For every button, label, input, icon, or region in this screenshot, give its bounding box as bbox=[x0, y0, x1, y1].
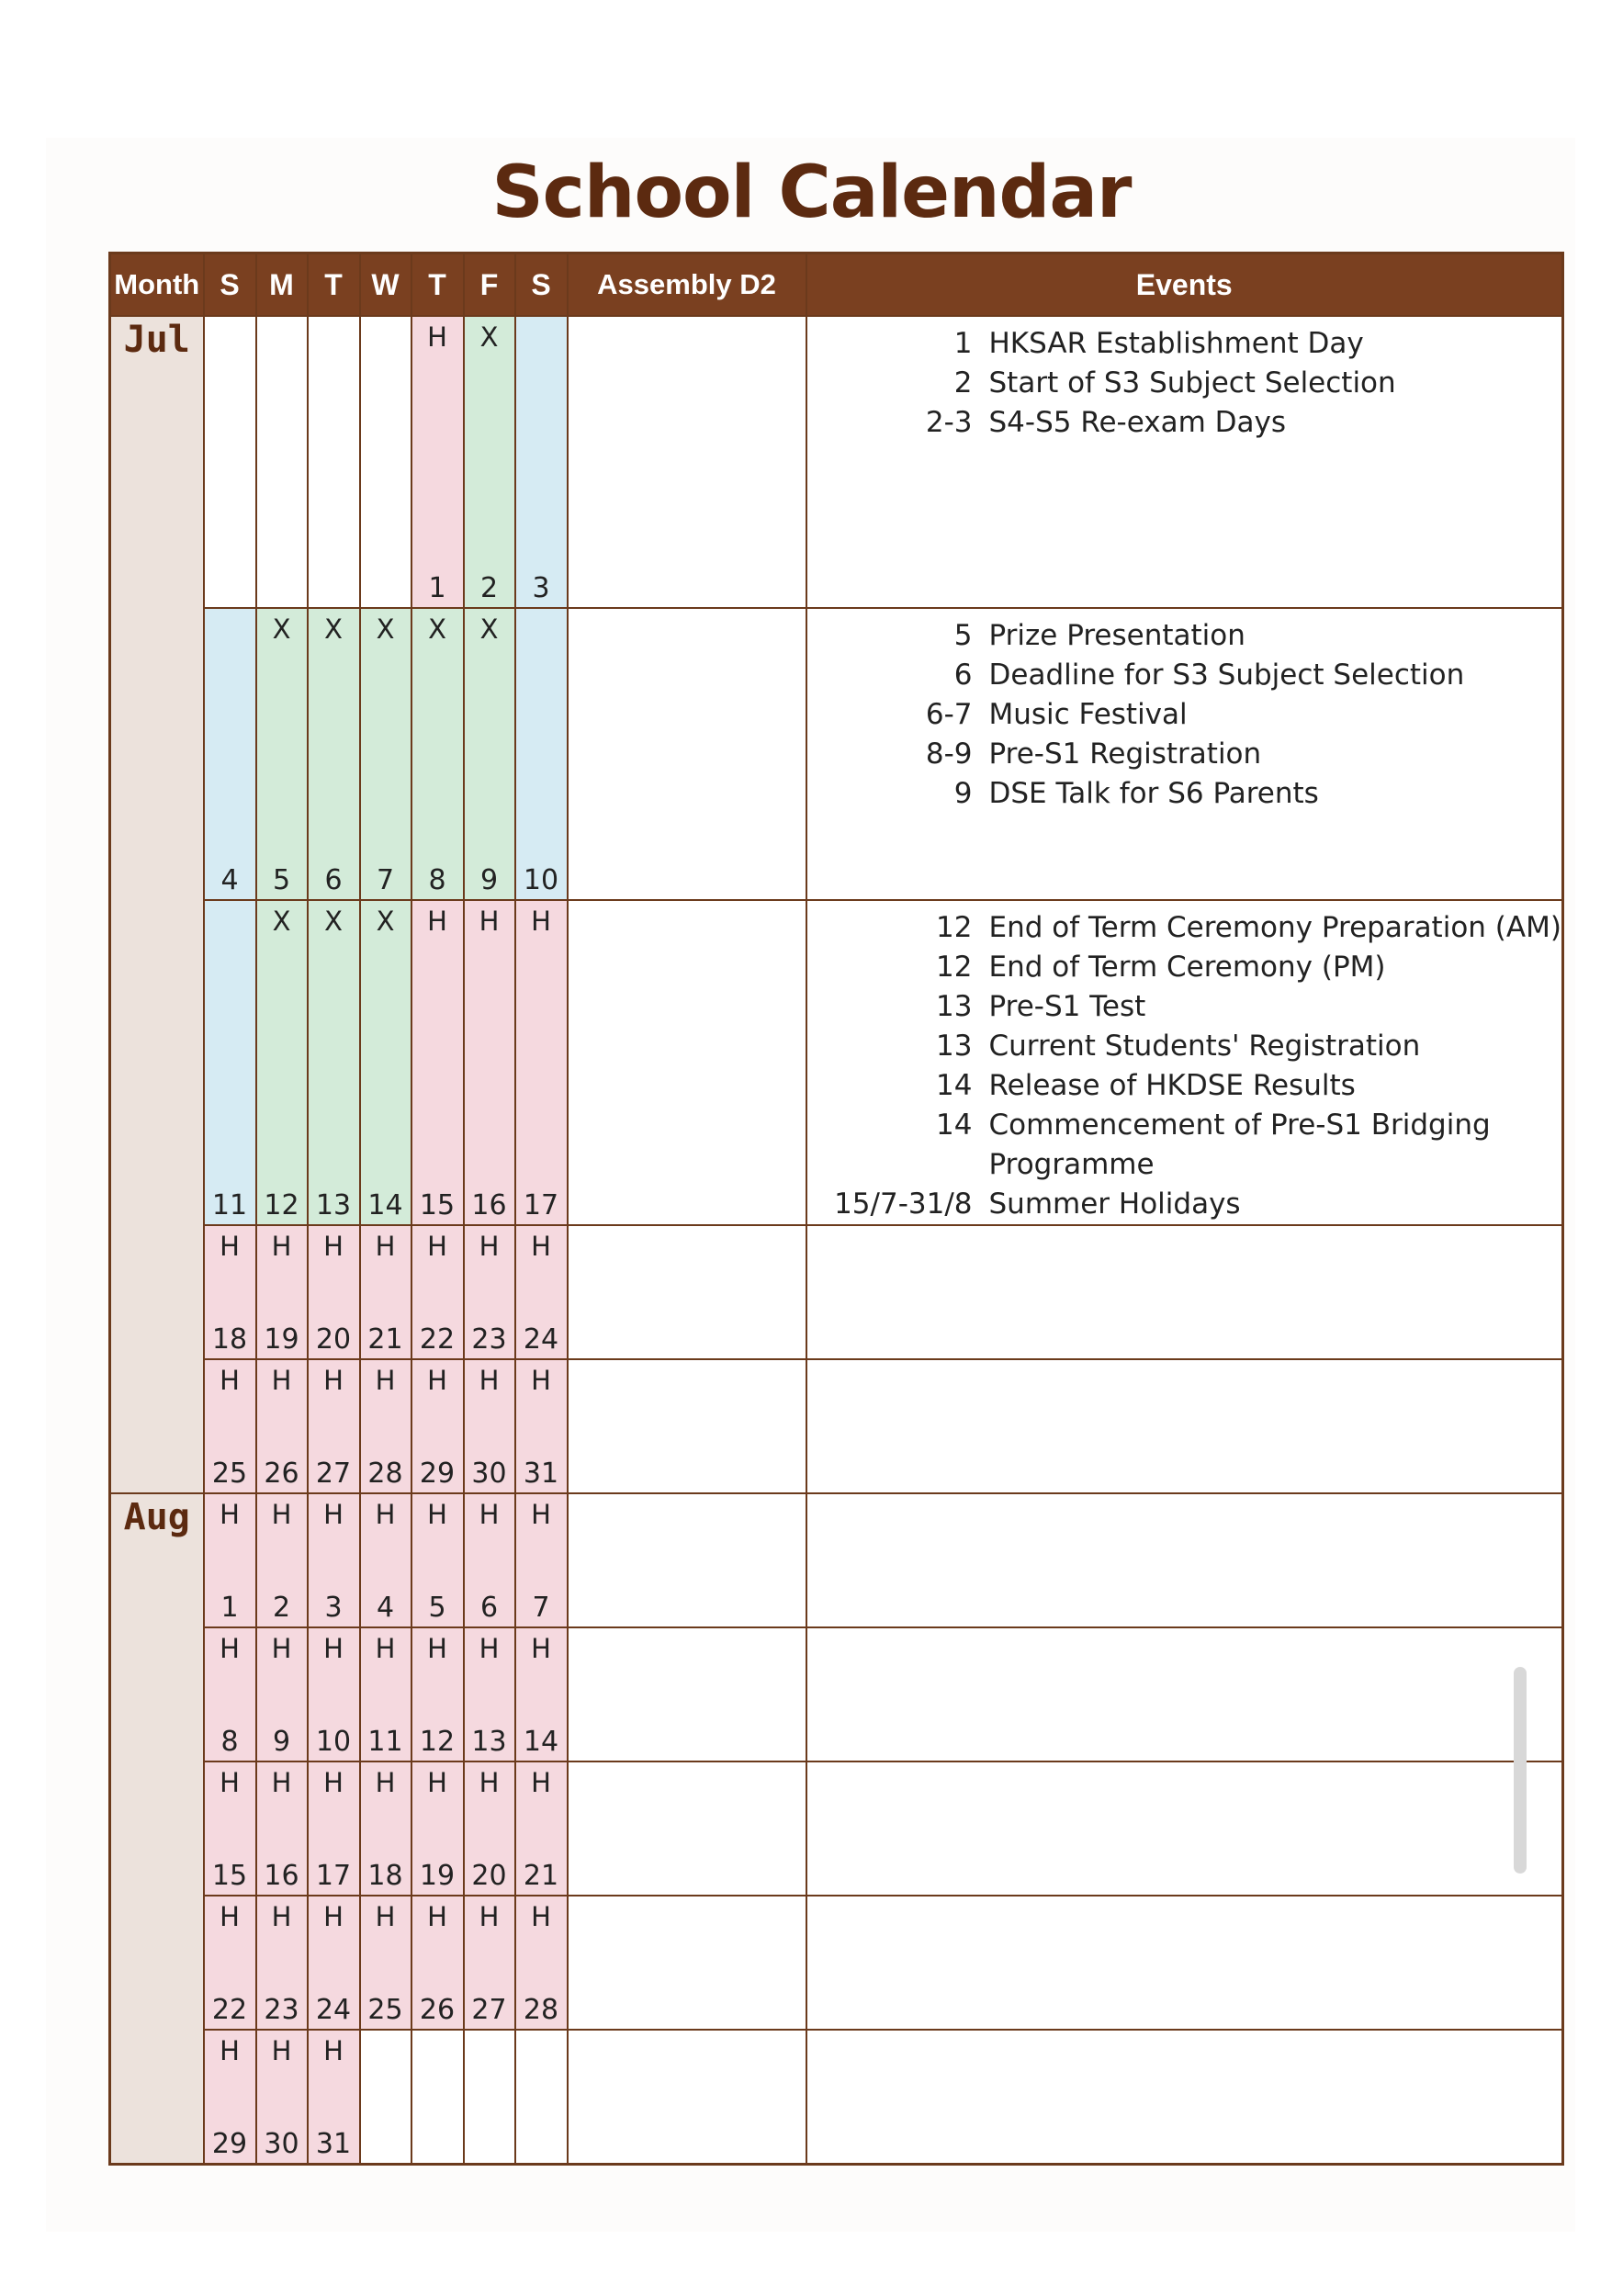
assembly-cell bbox=[568, 1896, 806, 2030]
day-number: 15 bbox=[419, 1189, 456, 1221]
event-list bbox=[807, 1226, 1561, 1233]
event-date: 13 bbox=[936, 1030, 973, 1063]
day-number: 25 bbox=[367, 1994, 403, 2026]
header-day-sun: S bbox=[204, 253, 256, 317]
assembly-cell bbox=[568, 1627, 806, 1761]
day-cell[interactable] bbox=[464, 1627, 515, 1761]
events-cell bbox=[806, 1896, 1563, 2030]
day-cell[interactable] bbox=[308, 1896, 360, 2030]
event-date: 15/7-31/8 bbox=[834, 1187, 973, 1221]
event-item bbox=[807, 948, 1561, 987]
header-events: Events bbox=[806, 253, 1563, 317]
day-cell[interactable] bbox=[411, 1627, 464, 1761]
day-number: 10 bbox=[523, 864, 559, 896]
day-number: 22 bbox=[419, 1323, 456, 1356]
header-month: Month bbox=[110, 253, 204, 317]
day-number: 19 bbox=[264, 1323, 299, 1356]
day-cell[interactable] bbox=[360, 1493, 411, 1627]
day-cell[interactable] bbox=[204, 1627, 256, 1761]
scrollbar-thumb[interactable] bbox=[1514, 1667, 1527, 1874]
day-cell[interactable] bbox=[360, 2030, 411, 2164]
day-cell[interactable] bbox=[308, 1761, 360, 1896]
day-mark: H bbox=[427, 1499, 447, 1530]
day-cell[interactable] bbox=[256, 2030, 308, 2164]
day-mark: H bbox=[479, 1767, 500, 1798]
event-date bbox=[807, 1145, 989, 1185]
event-text: S4-S5 Re-exam Days bbox=[988, 406, 1287, 439]
event-item bbox=[807, 1066, 1561, 1106]
day-cell[interactable] bbox=[464, 1225, 515, 1359]
day-number: 14 bbox=[523, 1726, 559, 1758]
day-mark: H bbox=[271, 1633, 292, 1664]
day-cell[interactable] bbox=[411, 1225, 464, 1359]
event-list bbox=[807, 1762, 1561, 1770]
day-mark: H bbox=[427, 1231, 447, 1262]
day-mark: H bbox=[323, 1499, 344, 1530]
day-cell[interactable] bbox=[308, 1627, 360, 1761]
events-cell bbox=[806, 1627, 1563, 1761]
day-number: 17 bbox=[315, 1860, 352, 1892]
day-number: 9 bbox=[272, 1726, 291, 1758]
event-item bbox=[807, 1185, 1561, 1224]
event-date: 6 bbox=[953, 658, 973, 692]
day-cell[interactable] bbox=[256, 1761, 308, 1896]
day-cell[interactable] bbox=[411, 608, 464, 900]
day-number: 31 bbox=[523, 1458, 559, 1490]
day-mark: H bbox=[375, 1365, 396, 1396]
header-day-sat: S bbox=[515, 253, 568, 317]
day-number: 17 bbox=[523, 1189, 559, 1221]
events-cell bbox=[806, 1493, 1563, 1627]
event-list bbox=[807, 609, 1561, 814]
day-cell[interactable] bbox=[464, 1359, 515, 1493]
day-cell[interactable] bbox=[515, 900, 568, 1225]
day-mark: H bbox=[271, 1901, 292, 1932]
day-number: 7 bbox=[376, 864, 395, 896]
day-cell[interactable] bbox=[204, 1896, 256, 2030]
day-cell[interactable] bbox=[204, 316, 256, 608]
event-list bbox=[807, 1628, 1561, 1636]
day-mark: X bbox=[479, 321, 499, 353]
day-mark: H bbox=[323, 2035, 344, 2066]
day-number: 12 bbox=[264, 1189, 299, 1221]
week-row bbox=[110, 1896, 1563, 2030]
day-number: 28 bbox=[523, 1994, 559, 2026]
day-number: 5 bbox=[272, 864, 291, 896]
day-cell[interactable] bbox=[256, 316, 308, 608]
week-row bbox=[110, 1627, 1563, 1761]
header-row bbox=[110, 253, 1563, 317]
day-cell[interactable] bbox=[411, 1493, 464, 1627]
calendar-table bbox=[108, 252, 1564, 2166]
day-mark: H bbox=[531, 1499, 551, 1530]
event-item bbox=[807, 364, 1561, 403]
week-row bbox=[110, 1225, 1563, 1359]
day-number: 31 bbox=[315, 2127, 352, 2160]
page-title: School Calendar bbox=[491, 152, 1132, 234]
day-cell[interactable] bbox=[360, 316, 411, 608]
day-number: 11 bbox=[211, 1189, 248, 1221]
event-text: Start of S3 Subject Selection bbox=[988, 366, 1396, 400]
day-cell[interactable] bbox=[360, 900, 411, 1225]
day-cell[interactable] bbox=[256, 1896, 308, 2030]
day-number: 2 bbox=[272, 1592, 291, 1624]
day-cell[interactable] bbox=[308, 1493, 360, 1627]
day-number: 11 bbox=[367, 1726, 403, 1758]
day-cell[interactable] bbox=[411, 1359, 464, 1493]
events-cell bbox=[806, 2030, 1563, 2164]
day-cell[interactable] bbox=[360, 1896, 411, 2030]
events-cell bbox=[806, 1225, 1563, 1359]
day-cell[interactable] bbox=[464, 1493, 515, 1627]
day-mark: H bbox=[427, 1365, 447, 1396]
event-date: 14 bbox=[936, 1069, 973, 1102]
event-date: 1 bbox=[953, 327, 973, 360]
day-mark: H bbox=[220, 1365, 240, 1396]
event-text: DSE Talk for S6 Parents bbox=[988, 777, 1319, 810]
day-cell[interactable] bbox=[256, 608, 308, 900]
day-mark: H bbox=[427, 1633, 447, 1664]
day-number: 7 bbox=[532, 1592, 550, 1624]
header-day-tue: T bbox=[308, 253, 360, 317]
day-cell[interactable] bbox=[360, 608, 411, 900]
assembly-cell bbox=[568, 1493, 806, 1627]
day-cell[interactable] bbox=[204, 1761, 256, 1896]
event-date: 12 bbox=[936, 911, 973, 944]
day-mark: H bbox=[375, 1633, 396, 1664]
month-cell bbox=[110, 1493, 204, 2164]
week-row bbox=[110, 1761, 1563, 1896]
week-row bbox=[110, 900, 1563, 1225]
assembly-cell bbox=[568, 1359, 806, 1493]
day-mark: H bbox=[427, 1901, 447, 1932]
day-number: 1 bbox=[220, 1592, 239, 1624]
week-row bbox=[110, 2030, 1563, 2164]
event-list bbox=[807, 2031, 1561, 2038]
day-mark: X bbox=[272, 906, 291, 937]
event-date: 6-7 bbox=[925, 698, 973, 731]
event-date: 9 bbox=[953, 777, 973, 810]
event-date: 5 bbox=[953, 619, 973, 652]
day-number: 4 bbox=[376, 1592, 395, 1624]
day-mark: H bbox=[479, 1365, 500, 1396]
month-label: Aug bbox=[123, 1496, 190, 1538]
event-date: 8-9 bbox=[925, 737, 973, 771]
day-cell[interactable] bbox=[360, 1225, 411, 1359]
week-row bbox=[110, 1359, 1563, 1493]
day-mark: H bbox=[220, 1231, 240, 1262]
day-mark: H bbox=[531, 1767, 551, 1798]
day-number: 28 bbox=[367, 1458, 403, 1490]
day-mark: H bbox=[531, 1231, 551, 1262]
event-text: Release of HKDSE Results bbox=[988, 1069, 1356, 1102]
day-number: 25 bbox=[211, 1458, 248, 1490]
header-day-fri: F bbox=[464, 253, 515, 317]
day-mark: X bbox=[324, 613, 343, 645]
day-cell[interactable] bbox=[464, 1761, 515, 1896]
day-number: 19 bbox=[419, 1860, 456, 1892]
day-mark: H bbox=[220, 2035, 240, 2066]
event-item bbox=[807, 616, 1561, 656]
day-cell[interactable] bbox=[411, 1761, 464, 1896]
assembly-cell bbox=[568, 316, 806, 608]
day-cell[interactable] bbox=[515, 2030, 568, 2164]
day-cell[interactable] bbox=[308, 316, 360, 608]
week-row bbox=[110, 1493, 1563, 1627]
event-list bbox=[807, 1896, 1561, 1904]
event-item bbox=[807, 735, 1561, 774]
day-number: 10 bbox=[315, 1726, 352, 1758]
day-cell[interactable] bbox=[308, 900, 360, 1225]
day-number: 20 bbox=[471, 1860, 507, 1892]
day-mark: X bbox=[324, 906, 343, 937]
day-number: 18 bbox=[367, 1860, 403, 1892]
day-number: 24 bbox=[315, 1994, 352, 2026]
day-mark: H bbox=[427, 906, 447, 937]
day-mark: H bbox=[375, 1767, 396, 1798]
day-mark: H bbox=[531, 1901, 551, 1932]
day-mark: H bbox=[271, 2035, 292, 2066]
day-number: 1 bbox=[428, 572, 446, 604]
event-item bbox=[807, 774, 1561, 814]
day-cell[interactable] bbox=[515, 1761, 568, 1896]
header-day-thu: T bbox=[411, 253, 464, 317]
day-mark: H bbox=[323, 1633, 344, 1664]
day-cell[interactable] bbox=[411, 900, 464, 1225]
day-cell[interactable] bbox=[256, 1627, 308, 1761]
day-mark: H bbox=[479, 1499, 500, 1530]
day-number: 29 bbox=[211, 2127, 248, 2160]
day-mark: H bbox=[323, 1901, 344, 1932]
day-number: 3 bbox=[324, 1592, 343, 1624]
day-cell[interactable] bbox=[464, 1896, 515, 2030]
event-text: Deadline for S3 Subject Selection bbox=[988, 658, 1465, 692]
day-number: 8 bbox=[428, 864, 446, 896]
events-cell bbox=[806, 1359, 1563, 1493]
day-cell[interactable] bbox=[360, 1627, 411, 1761]
day-mark: H bbox=[531, 1365, 551, 1396]
event-item bbox=[807, 656, 1561, 695]
day-cell[interactable] bbox=[411, 316, 464, 608]
day-number: 6 bbox=[324, 864, 343, 896]
day-mark: H bbox=[427, 321, 447, 353]
day-cell[interactable] bbox=[308, 608, 360, 900]
assembly-cell bbox=[568, 608, 806, 900]
event-item bbox=[807, 324, 1561, 364]
event-text: Prize Presentation bbox=[988, 619, 1245, 652]
day-mark: X bbox=[272, 613, 291, 645]
day-number: 21 bbox=[523, 1860, 559, 1892]
event-text: HKSAR Establishment Day bbox=[988, 327, 1364, 360]
day-mark: H bbox=[479, 906, 500, 937]
day-cell[interactable] bbox=[256, 1493, 308, 1627]
day-mark: H bbox=[323, 1365, 344, 1396]
day-mark: H bbox=[323, 1767, 344, 1798]
day-cell[interactable] bbox=[204, 2030, 256, 2164]
day-number: 26 bbox=[419, 1994, 456, 2026]
day-number: 24 bbox=[523, 1323, 559, 1356]
day-mark: H bbox=[479, 1633, 500, 1664]
day-cell[interactable] bbox=[515, 1359, 568, 1493]
day-cell[interactable] bbox=[515, 316, 568, 608]
day-number: 22 bbox=[211, 1994, 248, 2026]
event-date: 2-3 bbox=[925, 406, 973, 439]
day-cell[interactable] bbox=[204, 1493, 256, 1627]
day-cell[interactable] bbox=[204, 900, 256, 1225]
day-cell[interactable] bbox=[464, 900, 515, 1225]
day-number: 16 bbox=[471, 1189, 507, 1221]
day-number: 26 bbox=[264, 1458, 299, 1490]
day-number: 2 bbox=[479, 572, 499, 604]
event-item bbox=[807, 1027, 1561, 1066]
day-number: 4 bbox=[220, 864, 239, 896]
day-number: 13 bbox=[471, 1726, 507, 1758]
event-item bbox=[807, 403, 1561, 443]
day-number: 27 bbox=[471, 1994, 507, 2026]
assembly-cell bbox=[568, 1761, 806, 1896]
day-mark: H bbox=[220, 1901, 240, 1932]
day-mark: H bbox=[323, 1231, 344, 1262]
day-mark: X bbox=[376, 906, 395, 937]
events-cell bbox=[806, 900, 1563, 1225]
event-date: 12 bbox=[936, 951, 973, 984]
day-mark: H bbox=[427, 1767, 447, 1798]
day-number: 21 bbox=[367, 1323, 403, 1356]
event-date: 14 bbox=[936, 1109, 973, 1142]
day-number: 6 bbox=[479, 1592, 499, 1624]
assembly-cell bbox=[568, 1225, 806, 1359]
day-mark: H bbox=[220, 1633, 240, 1664]
events-cell bbox=[806, 608, 1563, 900]
day-mark: H bbox=[220, 1767, 240, 1798]
day-number: 3 bbox=[532, 572, 550, 604]
event-text: Music Festival bbox=[988, 698, 1188, 731]
day-cell[interactable] bbox=[411, 1896, 464, 2030]
day-number: 13 bbox=[315, 1189, 352, 1221]
day-cell[interactable] bbox=[204, 1225, 256, 1359]
day-cell[interactable] bbox=[411, 2030, 464, 2164]
event-date: 2 bbox=[953, 366, 973, 400]
day-number: 8 bbox=[220, 1726, 239, 1758]
day-number: 9 bbox=[479, 864, 499, 896]
day-mark: H bbox=[375, 1231, 396, 1262]
day-cell[interactable] bbox=[515, 1627, 568, 1761]
day-cell[interactable] bbox=[308, 1225, 360, 1359]
header-assembly: Assembly D2 bbox=[568, 253, 806, 317]
day-cell[interactable] bbox=[360, 1359, 411, 1493]
day-cell[interactable] bbox=[515, 608, 568, 900]
day-number: 5 bbox=[428, 1592, 446, 1624]
day-cell[interactable] bbox=[256, 1359, 308, 1493]
day-number: 18 bbox=[211, 1323, 248, 1356]
event-text: End of Term Ceremony (PM) bbox=[988, 951, 1386, 984]
day-number: 14 bbox=[367, 1189, 403, 1221]
day-mark: H bbox=[479, 1901, 500, 1932]
day-mark: H bbox=[271, 1365, 292, 1396]
day-number: 20 bbox=[315, 1323, 352, 1356]
day-mark: X bbox=[376, 613, 395, 645]
week-row bbox=[110, 316, 1563, 608]
day-cell[interactable] bbox=[204, 608, 256, 900]
day-cell[interactable] bbox=[464, 316, 515, 608]
day-cell[interactable] bbox=[515, 1493, 568, 1627]
week-row bbox=[110, 608, 1563, 900]
event-list bbox=[807, 317, 1561, 443]
day-number: 27 bbox=[315, 1458, 352, 1490]
event-item bbox=[807, 987, 1561, 1027]
day-number: 23 bbox=[471, 1323, 507, 1356]
day-cell[interactable] bbox=[360, 1761, 411, 1896]
day-number: 12 bbox=[419, 1726, 456, 1758]
events-cell bbox=[806, 1761, 1563, 1896]
day-number: 29 bbox=[419, 1458, 456, 1490]
event-item bbox=[807, 1106, 1561, 1145]
day-cell[interactable] bbox=[515, 1225, 568, 1359]
event-date: 13 bbox=[936, 990, 973, 1023]
day-mark: X bbox=[479, 613, 499, 645]
event-list bbox=[807, 901, 1561, 1224]
day-cell[interactable] bbox=[204, 1359, 256, 1493]
event-list bbox=[807, 1494, 1561, 1502]
day-number: 30 bbox=[264, 2127, 299, 2160]
event-item bbox=[807, 908, 1561, 948]
day-mark: H bbox=[531, 906, 551, 937]
day-cell[interactable] bbox=[464, 608, 515, 900]
assembly-cell bbox=[568, 900, 806, 1225]
event-text: Summer Holidays bbox=[988, 1187, 1241, 1221]
month-cell bbox=[110, 316, 204, 1493]
event-text: Programme bbox=[988, 1148, 1155, 1181]
month-label: Jul bbox=[123, 319, 190, 361]
day-mark: H bbox=[375, 1499, 396, 1530]
assembly-cell bbox=[568, 2030, 806, 2164]
day-cell[interactable] bbox=[256, 1225, 308, 1359]
day-mark: H bbox=[271, 1231, 292, 1262]
event-text: Commencement of Pre-S1 Bridging bbox=[988, 1109, 1491, 1142]
day-number: 30 bbox=[471, 1458, 507, 1490]
event-text: Pre-S1 Registration bbox=[988, 737, 1262, 771]
day-mark: H bbox=[375, 1901, 396, 1932]
day-number: 16 bbox=[264, 1860, 299, 1892]
event-list bbox=[807, 1360, 1561, 1367]
day-number: 23 bbox=[264, 1994, 299, 2026]
day-number: 15 bbox=[211, 1860, 248, 1892]
day-cell[interactable] bbox=[515, 1896, 568, 2030]
day-mark: X bbox=[428, 613, 446, 645]
day-mark: H bbox=[271, 1499, 292, 1530]
header-day-mon: M bbox=[256, 253, 308, 317]
event-item bbox=[807, 695, 1561, 735]
day-cell[interactable] bbox=[256, 900, 308, 1225]
event-text: Pre-S1 Test bbox=[988, 990, 1146, 1023]
day-mark: H bbox=[531, 1633, 551, 1664]
day-mark: H bbox=[479, 1231, 500, 1262]
event-text: End of Term Ceremony Preparation (AM) bbox=[988, 911, 1561, 944]
event-item bbox=[807, 1145, 1561, 1185]
day-mark: H bbox=[220, 1499, 240, 1530]
header-day-wed: W bbox=[360, 253, 411, 317]
day-mark: H bbox=[271, 1767, 292, 1798]
day-cell[interactable] bbox=[308, 1359, 360, 1493]
events-cell bbox=[806, 316, 1563, 608]
day-cell[interactable] bbox=[308, 2030, 360, 2164]
event-text: Current Students' Registration bbox=[988, 1030, 1421, 1063]
day-cell[interactable] bbox=[464, 2030, 515, 2164]
